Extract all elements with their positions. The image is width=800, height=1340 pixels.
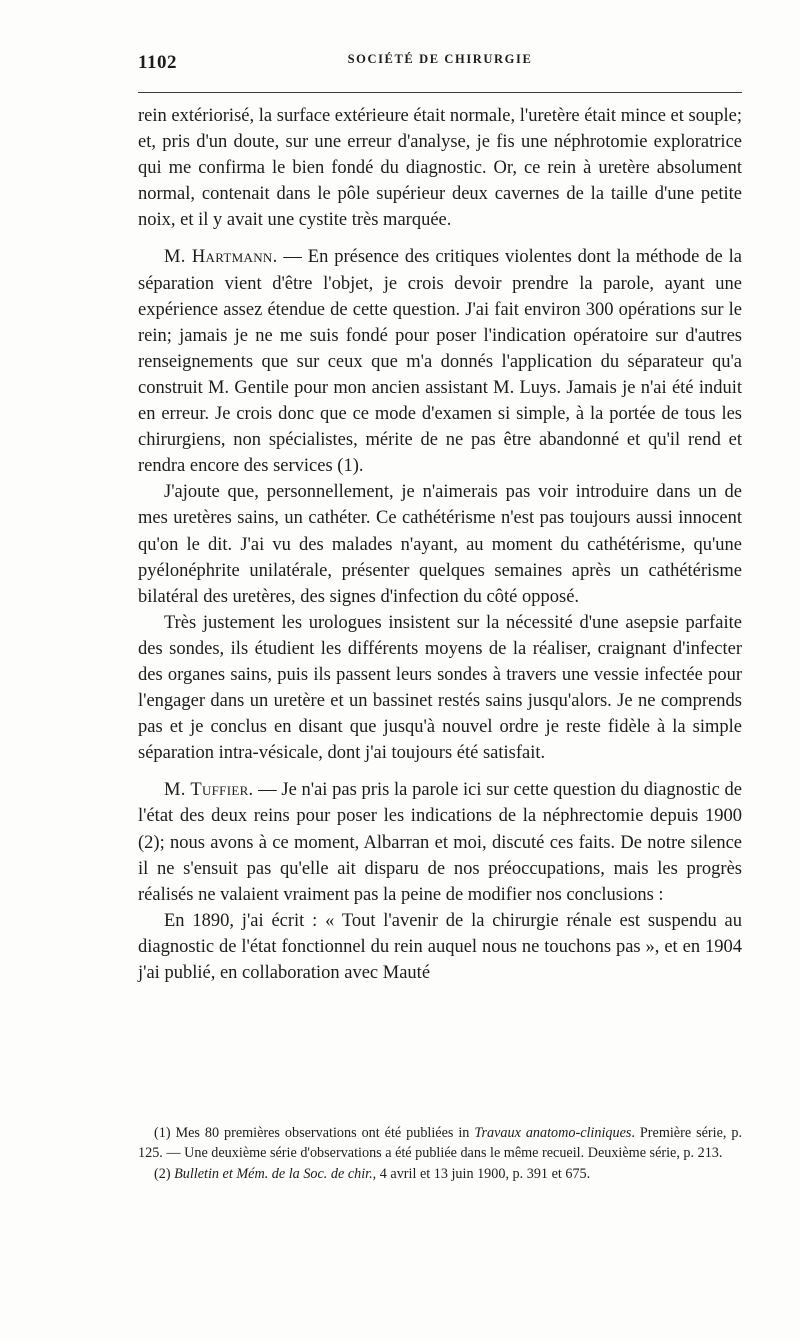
footnote-text: , 4 avril et 13 juin 1900, p. 391 et 675. bbox=[372, 1165, 591, 1182]
running-head: SOCIÉTÉ DE CHIRURGIE bbox=[347, 52, 533, 66]
paragraph: Très justement les urologues insistent sur la nécessité d'une asepsie parfaite des sondes, ils étudient les différents moyens de la réaliser, craignant d'infecter des organes sains, puis ils passent leurs sondes à travers une vessie infectée pour l'engager dans un uretère et un bassinet restés sains jusqu'alors. Je ne comprends pas et je conclus en disant que jusqu'à nouvel ordre je reste fidèle à la simple séparation intra-vésicale, dont j'ai toujours été satisfait. bbox=[138, 612, 742, 764]
speaker-name: M. Hartmann. bbox=[164, 247, 278, 268]
footnote-text: (1) Mes 80 premières observations ont été publiées in bbox=[154, 1125, 475, 1141]
page-header bbox=[138, 52, 742, 74]
footnote-text: . Première série, p. 125. — Une deuxième série d'observations a été publiée dans le même recueil. Deuxième série, p. 213. bbox=[138, 1125, 742, 1162]
paragraph: J'ajoute que, personnellement, je n'aimerais pas voir introduire dans un de mes uretères sains, un cathéter. Ce cathétérisme n'est pas toujours aussi innocent qu'on le dit. J'ai vu des malades n'ayant, au moment du cathétérisme, qu'une pyélonéphrite unilatérale, présenter quelques semaines après un cathétérisme bilatéral des uretères, des signes d'infection du côté opposé. bbox=[138, 482, 742, 607]
footnote-2 bbox=[138, 1164, 742, 1184]
paragraph-tuffier bbox=[138, 777, 742, 907]
footnote-italic: Bulletin et Mém. de la Soc. de chir. bbox=[174, 1165, 373, 1182]
paragraph-text: — Je n'ai pas pris la parole ici sur cette question du diagnostic de l'état des deux reins pour poser les indications de la néphrectomie depuis 1900 (2); nous avons à ce moment, Albarran et moi, discuté ces faits. De notre silence il ne s'ensuit pas qu'elle ait disparu de nos préoccupations, mais les progrès réalisés ne valaient vraiment pas la peine de modifier nos conclusions : bbox=[138, 780, 742, 905]
paragraph-text: — En présence des critiques violentes dont la méthode de la séparation vient d'être l'objet, je crois devoir prendre la parole, ayant une expérience assez étendue de cette question. J'ai fait environ 300 opérations sur le rein; jamais je ne me suis fondé pour poser l'indication opératoire sur d'autres renseignements que sur ceux que m'a donnés l'application du séparateur qu'a construit M. Gentile pour mon ancien assistant M. Luys. Jamais je n'ai été induit en erreur. Je crois donc que ce mode d'examen si simple, à la portée de tous les chirurgiens, non spécialistes, mérite de ne pas être abandonné et qu'il rend et rendra encore des services (1). bbox=[138, 247, 742, 477]
footnote-text: (2) bbox=[154, 1165, 175, 1182]
page-number: 1102 bbox=[138, 52, 177, 73]
paragraph-hartmann bbox=[138, 244, 742, 479]
footnotes bbox=[138, 1123, 742, 1184]
paragraph: En 1890, j'ai écrit : « Tout l'avenir de la chirurgie rénale est suspendu au diagnostic de l'état fonctionnel du rein auquel nous ne touchons pas », et en 1904 j'ai publié, en collaboration avec Mauté bbox=[138, 910, 742, 983]
header-rule bbox=[138, 92, 742, 93]
speaker-name: M. Tuffier. bbox=[164, 780, 254, 801]
body-text bbox=[138, 103, 742, 986]
footnote-italic: Travaux anatomo-cliniques bbox=[474, 1125, 632, 1141]
paragraph-continuation: rein extériorisé, la surface extérieure était normale, l'uretère était mince et souple; et, pris d'un doute, sur une erreur d'analyse, je fis une néphrotomie exploratrice qui me confirma le bien fondé du diagnostic. Or, ce rein à uretère absolument normal, contenait dans le pôle supérieur deux cavernes de la taille d'une petite noix, et il y avait une cystite très marquée. bbox=[138, 106, 742, 231]
footnote-1 bbox=[138, 1123, 742, 1164]
